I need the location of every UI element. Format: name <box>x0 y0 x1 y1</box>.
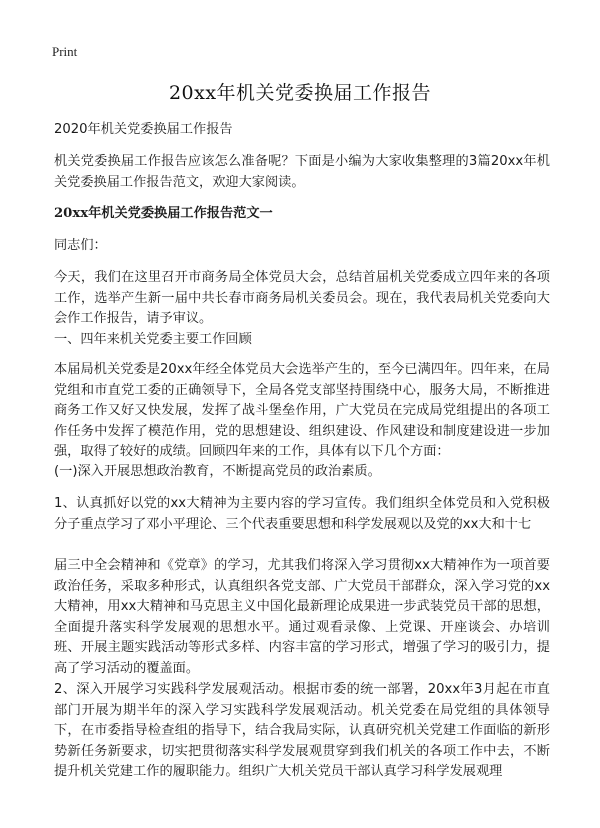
subsection-heading: (一)深入开展思想政治教育，不断提高党员的政治素质。 <box>54 464 381 479</box>
salutation: 同志们： <box>54 238 107 253</box>
item-2-paragraph: 2、深入开展学习实践科学发展观活动。根据市委的统一部署，20xx年3月起在市直部门开展为期半年的深入学习实践科学发展观活动。机关党委在局党组的具体领导下，在市委指导检查组的指导下，结合我局实际，认真研究机关党建工作面临的新形势新任务新要求，切实把贯彻落实科学发展观贯穿到我们机关的各项工作中去，不断提升机关党建工作的履职能力。组织广大机关党员干部认真学习科学发展观理 <box>54 682 550 779</box>
section-heading: 20xx年机关党委换届工作报告范文一 <box>54 206 273 221</box>
review-heading: 一、四年来机关党委主要工作回顾 <box>54 332 252 347</box>
intro-paragraph: 机关党委换届工作报告应该怎么准备呢？下面是小编为大家收集整理的3篇20xx年机关党委换届工作报告范文，欢迎大家阅读。 <box>54 154 550 190</box>
print-link[interactable]: Print <box>52 44 78 59</box>
subtitle-paragraph: 2020年机关党委换届工作报告 <box>54 122 233 137</box>
item-1-paragraph: 1、认真抓好以党的xx大精神为主要内容的学习宣传。我们组织全体党员和入党积极分子重点学习了邓小平理论、三个代表重要思想和科学发展观以及党的xx大和十七 <box>54 496 550 532</box>
item-1-continued-paragraph: 届三中全会精神和《党章》的学习，尤其我们将深入学习贯彻xx大精神作为一项首要政治任务，采取多种形式，认真组织各党支部、广大党员干部群众，深入学习党的xx大精神，用xx大精神和马克思主义中国化最新理论成果进一步武装党员干部的思想，全面提升落实科学发展观的思想水平。通过观看录像、上党课、开座谈会、办培训班、开展主题实践活动等形式多样、内容丰富的学习形式，增强了学习的吸引力，提高了学习活动的覆盖面。 <box>54 558 550 676</box>
review-paragraph: 本届局机关党委是20xx年经全体党员大会选举产生的，至今已满四年。四年来，在局党组和市直党工委的正确领导下，全局各党支部坚持围绕中心，服务大局，不断推进商务工作又好又快发展，发挥了战斗堡垒作用，广大党员在完成局党组提出的各项工作任务中发挥了模范作用，党的思想建设、组织建设、作风建设和制度建设进一步加强，取得了较好的成绩。回顾四年来的工作，具体有以下几个方面： <box>54 362 550 459</box>
document-title: 20xx年机关党委换届工作报告 <box>168 82 432 104</box>
opening-paragraph: 今天，我们在这里召开市商务局全体党员大会，总结首届机关党委成立四年来的各项工作，选举产生新一届中共长春市商务局机关委员会。现在，我代表局机关党委向大会作工作报告，请予审议。 <box>54 270 550 326</box>
